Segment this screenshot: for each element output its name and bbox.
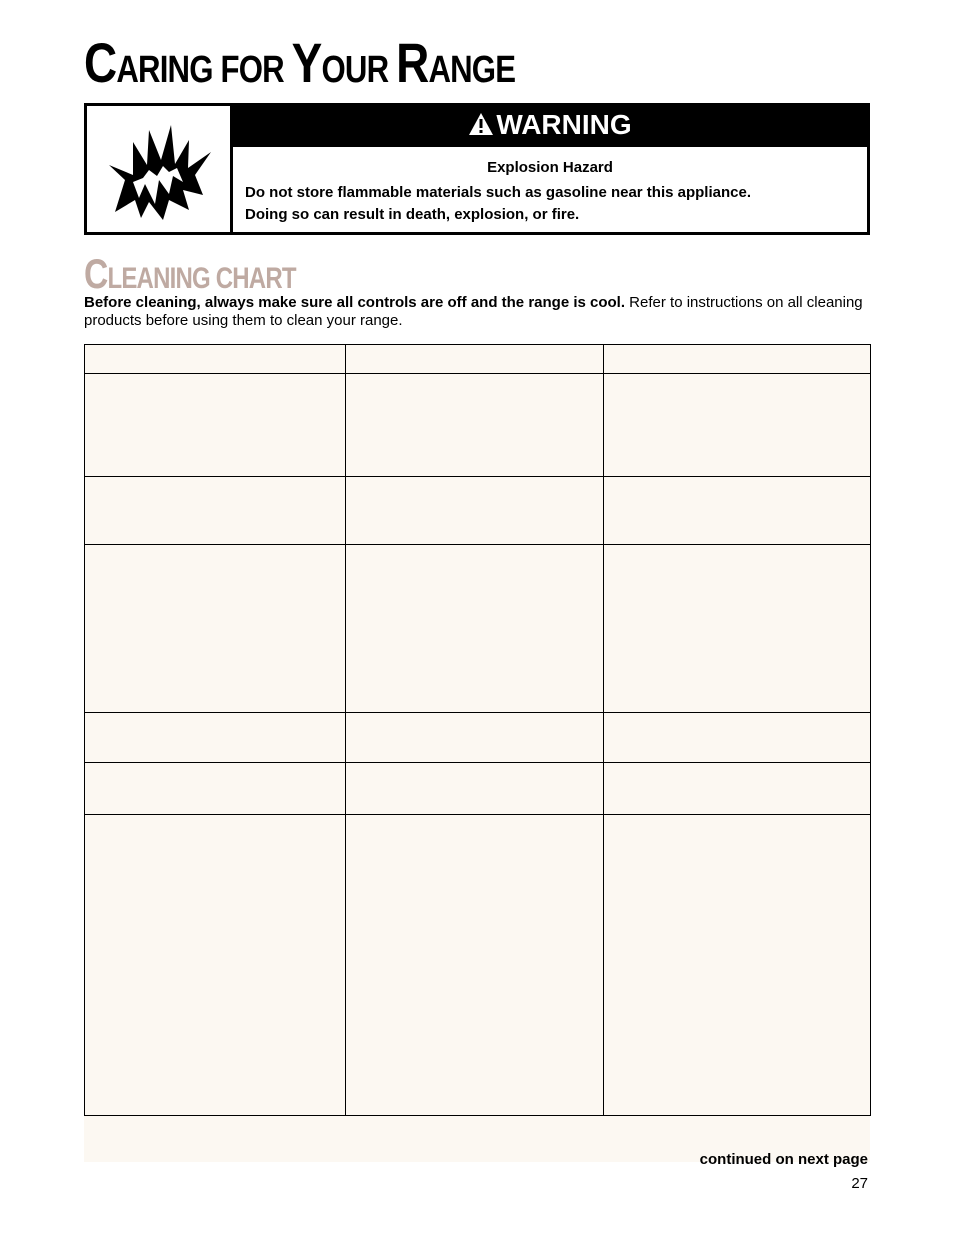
warning-triangle-icon	[468, 108, 494, 146]
hazard-name: Explosion Hazard	[487, 159, 613, 176]
warning-label: WARNING	[496, 109, 632, 140]
table-cell	[346, 545, 604, 713]
explosion-icon	[103, 120, 213, 220]
table-cell	[346, 763, 604, 815]
table-cell	[604, 763, 871, 815]
cleaning-chart-table	[84, 344, 871, 1116]
intro-text: Refer to instructions on all cleaning products before using them to clean your range.	[84, 294, 863, 329]
warning-body	[233, 144, 867, 232]
warning-banner	[233, 106, 867, 144]
table-cell	[346, 815, 604, 1116]
table-cell	[604, 545, 871, 713]
page-number: 27	[851, 1175, 868, 1192]
table-cell	[604, 345, 871, 374]
title-part-2: OUR	[321, 49, 397, 91]
intro-paragraph	[84, 294, 864, 330]
table-cell	[346, 713, 604, 763]
title-initial-c: C	[84, 31, 117, 94]
table-cell	[604, 713, 871, 763]
warning-text-line-1: Do not store flammable materials such as gasoline near this appliance.	[245, 184, 751, 201]
table-cell	[346, 477, 604, 545]
title-initial-y: Y	[291, 31, 322, 94]
heading-initial: C	[84, 250, 108, 297]
table-cell	[85, 763, 346, 815]
table-row	[85, 545, 871, 713]
table-row	[85, 815, 871, 1116]
intro-bold-text: Before cleaning, always make sure all controls are off and the range is cool.	[84, 294, 626, 311]
table-row	[85, 374, 871, 477]
table-row	[85, 477, 871, 545]
table-cell	[346, 345, 604, 374]
warning-box	[84, 103, 870, 235]
table-cell	[85, 345, 346, 374]
title-part-3: ANGE	[428, 49, 516, 91]
table-row	[85, 345, 871, 374]
table-cell	[85, 545, 346, 713]
table-row	[85, 713, 871, 763]
title-part-1: ARING FOR	[116, 49, 292, 91]
table-cell	[85, 374, 346, 477]
table-cell	[604, 815, 871, 1116]
continued-note: continued on next page	[699, 1151, 868, 1168]
table-cell	[85, 477, 346, 545]
warning-icon-cell	[87, 106, 233, 232]
table-row	[85, 763, 871, 815]
table-cell	[604, 374, 871, 477]
warning-text-line-2: Doing so can result in death, explosion, or fire.	[245, 206, 580, 223]
heading-rest: LEANING CHART	[107, 262, 296, 295]
table-cell	[85, 815, 346, 1116]
section-heading	[84, 250, 296, 298]
table-cell	[346, 374, 604, 477]
table-cell	[85, 713, 346, 763]
title-initial-r: R	[396, 31, 429, 94]
page-title	[84, 30, 515, 95]
table-cell	[604, 477, 871, 545]
